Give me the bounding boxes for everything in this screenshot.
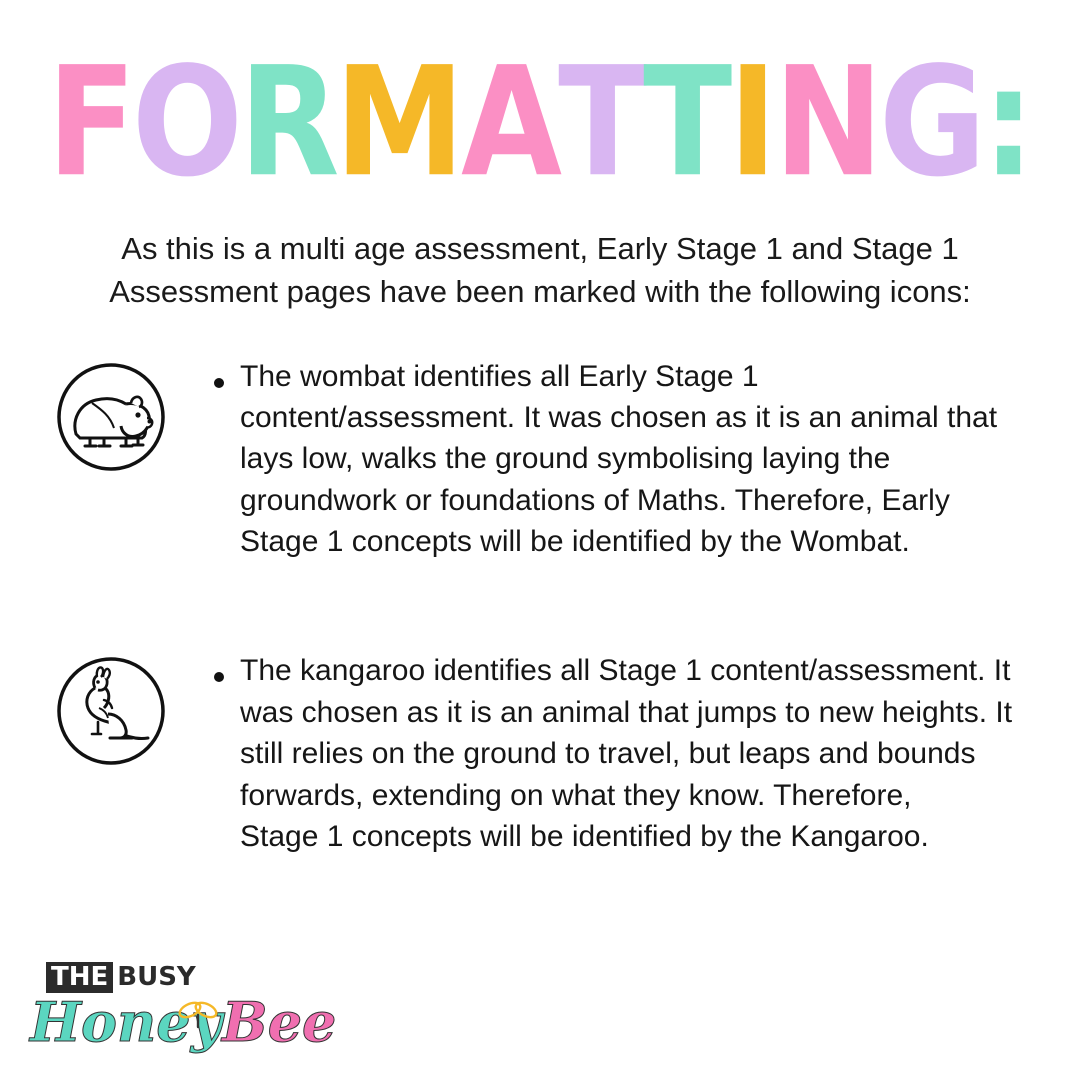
page-title xyxy=(0,0,1080,211)
title-letter: R xyxy=(238,35,338,211)
bullet-point xyxy=(214,672,224,682)
logo-bottom-line xyxy=(30,990,337,1054)
text-line: The wombat identifies all Early Stage 1 xyxy=(240,359,759,393)
text-line: The kangaroo identifies all Stage 1 content/assessment. It xyxy=(240,654,1011,688)
logo-honey: Honey xyxy=(30,990,223,1054)
title-letter: T xyxy=(643,35,731,211)
intro-paragraph xyxy=(90,228,990,314)
text-line: still relies on the ground to travel, but leaps and bounds xyxy=(240,737,976,771)
intro-line-1: As this is a multi age assessment, Early Stage 1 and Stage 1 xyxy=(121,231,959,266)
text-line: content/assessment. It was chosen as it is an animal that xyxy=(240,400,998,434)
text-line: was chosen as it is an animal that jumps to new heights. It xyxy=(240,695,1013,729)
text-line: forwards, extending on what they know. Therefore, xyxy=(240,778,912,812)
kangaroo-icon xyxy=(52,652,170,770)
text-line: groundwork or foundations of Maths. Therefore, Early xyxy=(240,483,950,517)
brand-logo xyxy=(30,962,337,1054)
logo-top-line xyxy=(46,962,280,993)
bullet-point xyxy=(214,378,224,388)
wombat-description xyxy=(240,356,1020,563)
bee-wing-icon xyxy=(176,985,222,1039)
text-line: Stage 1 concepts will be identified by the Wombat. xyxy=(240,525,910,559)
title-letter: I xyxy=(728,35,776,211)
list-item xyxy=(52,356,1020,563)
title-letter: G xyxy=(879,35,985,211)
title-letter: O xyxy=(131,35,241,211)
title-letter: F xyxy=(46,35,134,211)
kangaroo-description xyxy=(240,650,1020,857)
title-letter: A xyxy=(460,35,560,211)
logo-busy: BUSY xyxy=(117,962,196,992)
title-letter: N xyxy=(774,35,882,211)
text-line: Stage 1 concepts will be identified by the Kangaroo. xyxy=(240,820,929,854)
text-line: lays low, walks the ground symbolising laying the xyxy=(240,442,891,476)
logo-the: THE xyxy=(46,962,113,993)
wombat-icon xyxy=(52,358,170,476)
title-letter: : xyxy=(982,35,1033,211)
title-letter: M xyxy=(335,35,464,211)
intro-line-2: Assessment pages have been marked with the following icons: xyxy=(109,273,971,309)
title-letter: T xyxy=(557,35,645,211)
list-item xyxy=(52,650,1020,857)
logo-bee: Bee xyxy=(222,990,337,1054)
